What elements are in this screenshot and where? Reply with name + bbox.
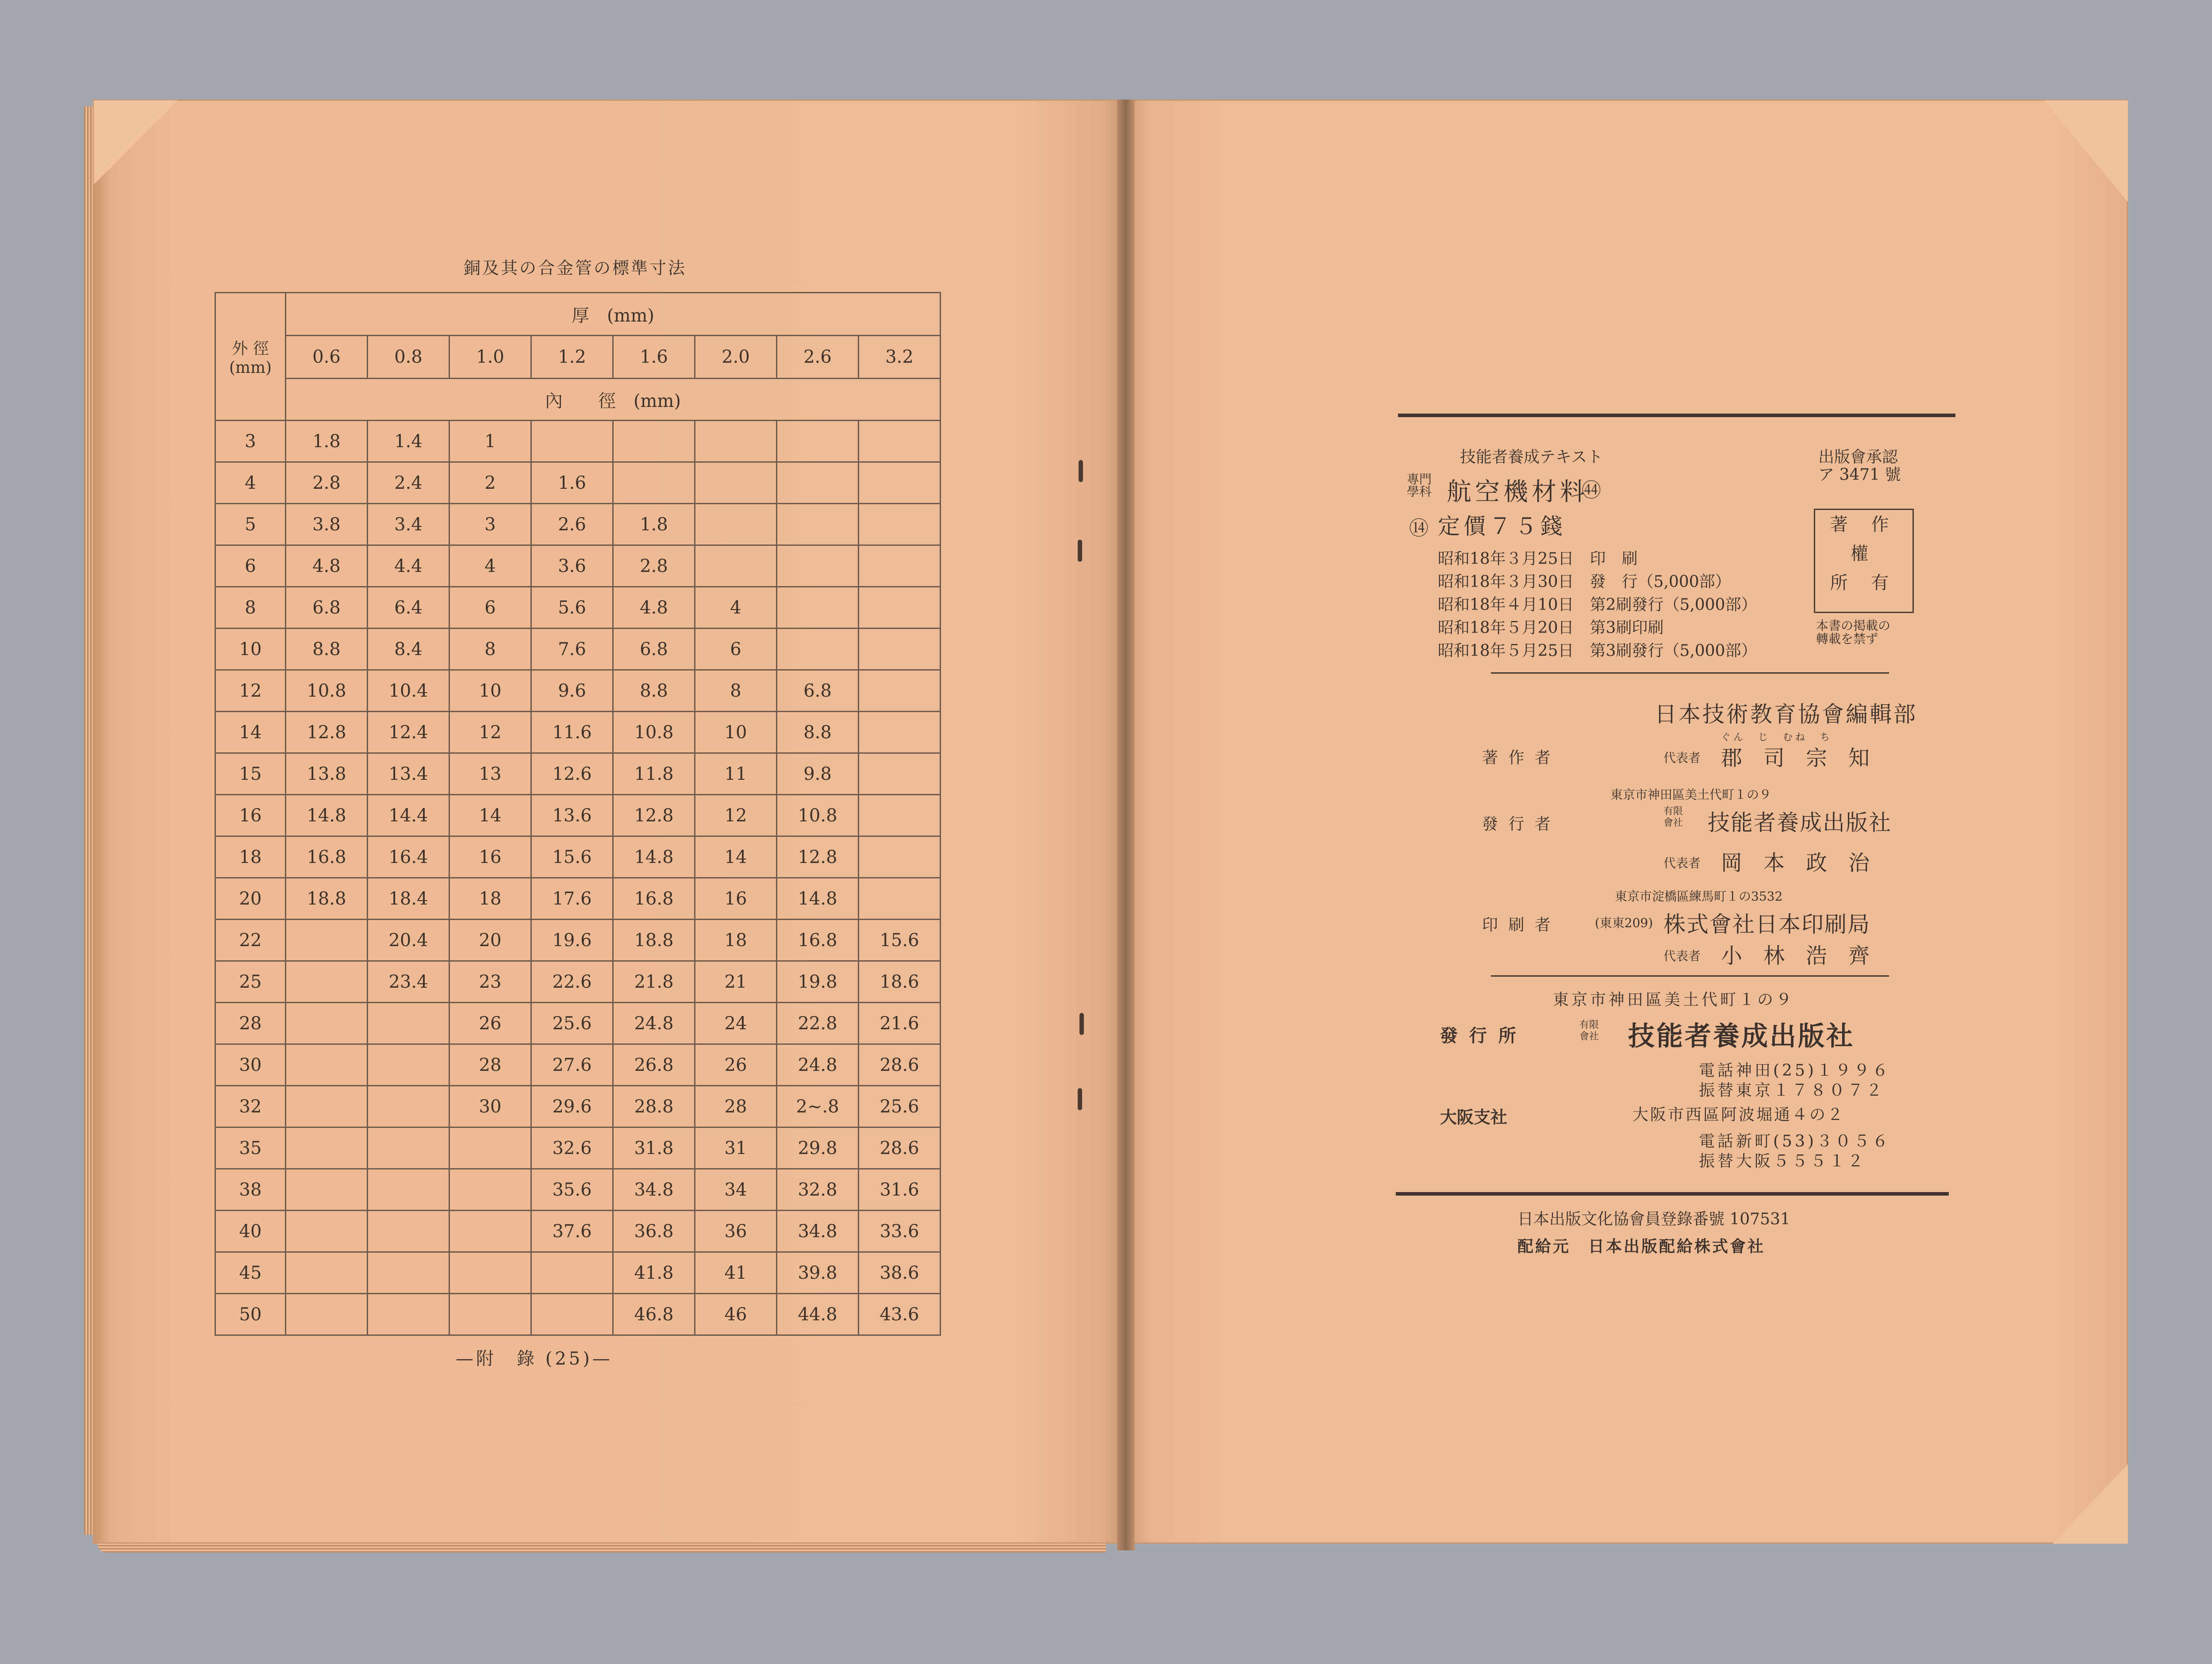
inner-diameter-cell: 24.8 (613, 1003, 695, 1044)
table-row (215, 1211, 941, 1252)
inner-diameter-cell: 21 (695, 961, 777, 1003)
printer-rep: 小 林 浩 齊 (1721, 943, 1870, 968)
folded-corner (2053, 1464, 2128, 1544)
inner-diameter-cell: 18 (695, 920, 777, 961)
outer-diameter-cell: 50 (215, 1294, 286, 1335)
publisher-label: 發 行 者 (1482, 815, 1553, 833)
inner-diameter-cell: 16 (449, 836, 531, 878)
inner-diameter-cell: 10.4 (368, 670, 449, 712)
binding-hole (1079, 1013, 1084, 1035)
outer-diameter-cell: 6 (215, 545, 286, 587)
inner-diameter-cell: 11.6 (531, 712, 613, 753)
inner-diameter-cell: 32.8 (777, 1169, 859, 1211)
copyright-line: 權 (1851, 544, 1877, 564)
inner-diameter-cell: 14.8 (613, 836, 695, 878)
price-mark: ⑭ (1409, 517, 1433, 540)
inner-diameter-cell: 12.8 (286, 712, 368, 753)
inner-diameter-cell: 15.6 (859, 920, 941, 961)
inner-diameter-cell (859, 836, 941, 878)
inner-diameter-cell (859, 587, 941, 629)
publisher-address: 東京市神田區美土代町１の９ (1610, 787, 1772, 802)
office-company-type: 有限 會社 (1579, 1020, 1599, 1042)
right-page (1124, 100, 2128, 1544)
divider (1491, 975, 1889, 977)
outer-diameter-cell: 4 (215, 462, 286, 504)
publisher-rep-label: 代表者 (1663, 856, 1701, 870)
inner-diameter-cell: 26 (449, 1003, 531, 1044)
distributor: 配給元 日本出版配給株式會社 (1517, 1237, 1766, 1256)
inner-diameter-cell: 3.8 (286, 504, 368, 545)
inner-diameter-cell: 3.4 (368, 504, 449, 545)
table-row (215, 795, 941, 836)
copyright-note: 本書の掲載の 轉載を禁ず (1816, 618, 1891, 646)
inner-diameter-cell (286, 1044, 368, 1086)
inner-diameter-cell (777, 504, 859, 545)
inner-diameter-cell: 12 (695, 795, 777, 836)
inner-diameter-cell: 19.6 (531, 920, 613, 961)
inner-diameter-cell: 14.8 (286, 795, 368, 836)
inner-diameter-cell: 21.6 (859, 1003, 941, 1044)
inner-diameter-cell: 13.4 (368, 753, 449, 795)
inner-diameter-cell: 43.6 (859, 1294, 941, 1335)
branch-transfer-account: 振替大阪５５５１２ (1699, 1152, 1866, 1170)
table-row (215, 1169, 941, 1211)
inner-diameter-cell: 10.8 (286, 670, 368, 712)
inner-diameter-cell: 35.6 (531, 1169, 613, 1211)
inner-diameter-cell: 16 (695, 878, 777, 920)
inner-diameter-cell (449, 1294, 531, 1335)
registration-number: 日本出版文化協會員登錄番號 107531 (1517, 1210, 1790, 1228)
publisher-rep: 岡 本 政 治 (1721, 851, 1870, 875)
inner-diameter-header: 內 徑 (mm) (286, 379, 941, 421)
inner-diameter-cell: 2.8 (286, 462, 368, 504)
outer-diameter-cell: 40 (215, 1211, 286, 1252)
inner-diameter-cell: 7.6 (531, 629, 613, 670)
inner-diameter-cell: 34 (695, 1169, 777, 1211)
inner-diameter-cell (286, 1003, 368, 1044)
table-row (215, 629, 941, 670)
table-row (215, 670, 941, 712)
book-title-mark: ㊹ (1582, 479, 1605, 502)
series-title: 技能者養成テキスト (1460, 448, 1603, 466)
inner-diameter-cell: 4 (695, 587, 777, 629)
inner-diameter-cell: 39.8 (777, 1252, 859, 1294)
outer-diameter-cell: 3 (215, 421, 286, 462)
inner-diameter-cell: 16.8 (613, 878, 695, 920)
outer-diameter-cell: 10 (215, 629, 286, 670)
inner-diameter-cell: 4.8 (613, 587, 695, 629)
printer-rep-label: 代表者 (1663, 949, 1701, 963)
inner-diameter-cell: 31.8 (613, 1127, 695, 1169)
inner-diameter-cell (859, 670, 941, 712)
office-address: 東京市神田區美土代町１の９ (1553, 991, 1795, 1009)
outer-diameter-cell: 16 (215, 795, 286, 836)
company-type: 有限 會社 (1663, 806, 1683, 828)
editor-organization: 日本技術教育協會編輯部 (1655, 702, 1917, 727)
inner-diameter-cell: 9.8 (777, 753, 859, 795)
print-history-line: 昭和18年５月20日 第3刷印刷 (1438, 619, 1664, 637)
inner-diameter-cell: 8 (695, 670, 777, 712)
inner-diameter-cell (777, 462, 859, 504)
inner-diameter-cell (613, 421, 695, 462)
office-label: 發 行 所 (1440, 1025, 1519, 1046)
inner-diameter-cell: 23.4 (368, 961, 449, 1003)
inner-diameter-cell (859, 421, 941, 462)
inner-diameter-cell: 16.4 (368, 836, 449, 878)
approval-text: 出版會承認 (1818, 448, 1898, 466)
inner-diameter-cell: 1.8 (286, 421, 368, 462)
table-row (215, 836, 941, 878)
inner-diameter-cell: 5.6 (531, 587, 613, 629)
printer-name: 株式會社日本印刷局 (1663, 912, 1870, 937)
inner-diameter-cell: 46.8 (613, 1294, 695, 1335)
inner-diameter-cell: 28.6 (859, 1127, 941, 1169)
inner-diameter-cell: 29.6 (531, 1086, 613, 1127)
printer-address: 東京市淀橋區練馬町１の3532 (1615, 889, 1783, 904)
author-label: 著 作 者 (1482, 749, 1553, 767)
page-caption: —附 錄 (25)— (456, 1349, 613, 1369)
outer-diameter-cell: 45 (215, 1252, 286, 1294)
table-row (215, 712, 941, 753)
thickness-value: 0.6 (286, 336, 368, 379)
print-history-line: 昭和18年５月25日 第3刷發行（5,000部） (1438, 642, 1757, 660)
inner-diameter-cell (449, 1211, 531, 1252)
inner-diameter-cell: 20 (449, 920, 531, 961)
publisher-name: 技能者養成出版社 (1708, 810, 1892, 836)
inner-diameter-cell: 22.6 (531, 961, 613, 1003)
outer-diameter-cell: 18 (215, 836, 286, 878)
top-rule (1398, 414, 1955, 417)
thickness-value: 1.6 (613, 336, 695, 379)
inner-diameter-cell: 37.6 (531, 1211, 613, 1252)
inner-diameter-cell: 28.6 (859, 1044, 941, 1086)
inner-diameter-cell: 41.8 (613, 1252, 695, 1294)
folded-corner (2044, 100, 2128, 202)
inner-diameter-cell (368, 1127, 449, 1169)
inner-diameter-cell (368, 1003, 449, 1044)
inner-diameter-cell: 18.8 (286, 878, 368, 920)
thickness-value: 2.0 (695, 336, 777, 379)
inner-diameter-cell (368, 1169, 449, 1211)
inner-diameter-cell (695, 504, 777, 545)
outer-diameter-cell: 15 (215, 753, 286, 795)
thickness-value: 3.2 (859, 336, 941, 379)
table-row (215, 1252, 941, 1294)
inner-diameter-cell: 2~.8 (777, 1086, 859, 1127)
inner-diameter-cell: 14 (449, 795, 531, 836)
copyright-line: 所 有 (1830, 573, 1898, 593)
inner-diameter-cell (695, 421, 777, 462)
outer-diameter-cell: 5 (215, 504, 286, 545)
inner-diameter-cell (449, 1252, 531, 1294)
inner-diameter-cell: 46 (695, 1294, 777, 1335)
inner-diameter-cell: 27.6 (531, 1044, 613, 1086)
outer-diameter-cell: 35 (215, 1127, 286, 1169)
inner-diameter-cell: 29.8 (777, 1127, 859, 1169)
inner-diameter-cell (859, 753, 941, 795)
inner-diameter-cell: 11 (695, 753, 777, 795)
inner-diameter-cell: 17.6 (531, 878, 613, 920)
inner-diameter-cell (859, 712, 941, 753)
author-rep-label: 代表者 (1663, 751, 1701, 765)
inner-diameter-cell (286, 1252, 368, 1294)
inner-diameter-cell: 10.8 (613, 712, 695, 753)
outer-diameter-cell: 14 (215, 712, 286, 753)
inner-diameter-cell: 18.6 (859, 961, 941, 1003)
print-history-line: 昭和18年３月30日 發 行（5,000部） (1438, 573, 1731, 591)
inner-diameter-cell: 18.4 (368, 878, 449, 920)
inner-diameter-cell: 26.8 (613, 1044, 695, 1086)
inner-diameter-cell: 36 (695, 1211, 777, 1252)
inner-diameter-cell: 12 (449, 712, 531, 753)
outer-diameter-cell: 8 (215, 587, 286, 629)
inner-diameter-cell: 6 (695, 629, 777, 670)
outer-diameter-cell: 32 (215, 1086, 286, 1127)
inner-diameter-cell: 1.8 (613, 504, 695, 545)
branch-address: 大阪市西區阿波堀通４の２ (1632, 1106, 1845, 1124)
inner-diameter-cell: 23 (449, 961, 531, 1003)
inner-diameter-cell: 30 (449, 1086, 531, 1127)
inner-diameter-cell (859, 795, 941, 836)
inner-diameter-cell (777, 545, 859, 587)
office-transfer-account: 振替東京１７８０７２ (1699, 1081, 1885, 1100)
divider (1491, 672, 1889, 674)
book-spine (1117, 100, 1135, 1550)
inner-diameter-cell: 18 (449, 878, 531, 920)
inner-diameter-cell: 8.8 (286, 629, 368, 670)
inner-diameter-cell (286, 1294, 368, 1335)
inner-diameter-cell: 4.4 (368, 545, 449, 587)
inner-diameter-cell: 41 (695, 1252, 777, 1294)
table-row (215, 504, 941, 545)
inner-diameter-cell: 12.8 (777, 836, 859, 878)
inner-diameter-cell (449, 1169, 531, 1211)
inner-diameter-cell (286, 961, 368, 1003)
inner-diameter-cell: 1 (449, 421, 531, 462)
inner-diameter-cell: 4.8 (286, 545, 368, 587)
inner-diameter-cell: 4 (449, 545, 531, 587)
inner-diameter-cell: 2.4 (368, 462, 449, 504)
outer-diameter-cell: 25 (215, 961, 286, 1003)
inner-diameter-cell: 24 (695, 1003, 777, 1044)
inner-diameter-cell: 13.6 (531, 795, 613, 836)
inner-diameter-cell: 6.8 (613, 629, 695, 670)
inner-diameter-cell: 8.8 (777, 712, 859, 753)
pipe-dimensions-table (215, 292, 941, 1336)
inner-diameter-cell: 14.8 (777, 878, 859, 920)
table-title: 銅及其の合金管の標準寸法 (463, 258, 687, 278)
table-row (215, 1127, 941, 1169)
print-history-line: 昭和18年４月10日 第2刷發行（5,000部） (1438, 596, 1757, 614)
inner-diameter-cell (777, 587, 859, 629)
printer-code: (東東209) (1595, 916, 1653, 930)
inner-diameter-cell: 24.8 (777, 1044, 859, 1086)
author-ruby: ぐん じ むね ち (1721, 732, 1833, 743)
outer-diameter-cell: 12 (215, 670, 286, 712)
branch-telephone: 電話新町(53)３０５６ (1699, 1132, 1891, 1150)
printer-label: 印 刷 者 (1482, 916, 1553, 934)
approval-number: ア 3471 號 (1818, 466, 1901, 484)
inner-diameter-cell (449, 1127, 531, 1169)
inner-diameter-cell: 31 (695, 1127, 777, 1169)
outer-diameter-header: 外 徑 (mm) (215, 293, 286, 421)
inner-diameter-cell: 28 (449, 1044, 531, 1086)
author-name: 郡 司 宗 知 (1721, 746, 1870, 771)
inner-diameter-cell: 10.8 (777, 795, 859, 836)
inner-diameter-cell (531, 1252, 613, 1294)
inner-diameter-cell: 9.6 (531, 670, 613, 712)
inner-diameter-cell (286, 1086, 368, 1127)
inner-diameter-cell: 20.4 (368, 920, 449, 961)
inner-diameter-cell (368, 1211, 449, 1252)
inner-diameter-cell: 25.6 (859, 1086, 941, 1127)
table-row (215, 1003, 941, 1044)
outer-diameter-cell: 38 (215, 1169, 286, 1211)
inner-diameter-cell: 12.4 (368, 712, 449, 753)
inner-diameter-cell: 33.6 (859, 1211, 941, 1252)
inner-diameter-cell (368, 1294, 449, 1335)
binding-hole (1079, 460, 1083, 482)
inner-diameter-cell: 1.4 (368, 421, 449, 462)
inner-diameter-cell (695, 462, 777, 504)
inner-diameter-cell (859, 629, 941, 670)
thickness-value: 1.0 (449, 336, 531, 379)
thickness-value: 0.8 (368, 336, 449, 379)
inner-diameter-cell (859, 504, 941, 545)
inner-diameter-cell: 18.8 (613, 920, 695, 961)
inner-diameter-cell: 14 (695, 836, 777, 878)
thickness-value: 1.2 (531, 336, 613, 379)
inner-diameter-cell: 3.6 (531, 545, 613, 587)
inner-diameter-cell: 6.4 (368, 587, 449, 629)
inner-diameter-cell: 44.8 (777, 1294, 859, 1335)
inner-diameter-cell: 15.6 (531, 836, 613, 878)
inner-diameter-cell: 22.8 (777, 1003, 859, 1044)
inner-diameter-cell: 11.8 (613, 753, 695, 795)
table-row (215, 1086, 941, 1127)
inner-diameter-cell (859, 462, 941, 504)
inner-diameter-cell: 36.8 (613, 1211, 695, 1252)
inner-diameter-cell: 14.4 (368, 795, 449, 836)
inner-diameter-cell (368, 1044, 449, 1086)
inner-diameter-cell (286, 1211, 368, 1252)
inner-diameter-cell (531, 1294, 613, 1335)
outer-diameter-cell: 22 (215, 920, 286, 961)
table-row (215, 920, 941, 961)
inner-diameter-cell (368, 1086, 449, 1127)
table-row (215, 462, 941, 504)
inner-diameter-cell: 2 (449, 462, 531, 504)
table-row (215, 545, 941, 587)
table-row (215, 421, 941, 462)
inner-diameter-cell: 19.8 (777, 961, 859, 1003)
inner-diameter-cell (286, 1169, 368, 1211)
copyright-line: 著 作 (1830, 514, 1898, 535)
table-row (215, 878, 941, 920)
folded-corner (94, 100, 178, 184)
inner-diameter-cell (859, 545, 941, 587)
inner-diameter-cell (286, 1127, 368, 1169)
table-row (215, 1294, 941, 1335)
inner-diameter-cell: 21.8 (613, 961, 695, 1003)
inner-diameter-cell: 12.8 (613, 795, 695, 836)
inner-diameter-cell (777, 629, 859, 670)
book-title: 航空機材料 (1447, 478, 1588, 506)
inner-diameter-cell: 2.6 (531, 504, 613, 545)
inner-diameter-cell: 8.4 (368, 629, 449, 670)
thickness-value: 2.6 (777, 336, 859, 379)
outer-diameter-cell: 20 (215, 878, 286, 920)
inner-diameter-cell: 6.8 (777, 670, 859, 712)
thickness-header: 厚 (mm) (286, 293, 941, 336)
inner-diameter-cell: 26 (695, 1044, 777, 1086)
table-row (215, 961, 941, 1003)
inner-diameter-cell: 12.6 (531, 753, 613, 795)
outer-diameter-cell: 30 (215, 1044, 286, 1086)
inner-diameter-cell: 10 (695, 712, 777, 753)
table-row (215, 753, 941, 795)
table-row (215, 587, 941, 629)
inner-diameter-cell (531, 421, 613, 462)
inner-diameter-cell: 6 (449, 587, 531, 629)
binding-hole (1078, 540, 1082, 562)
inner-diameter-cell: 34.8 (613, 1169, 695, 1211)
inner-diameter-cell: 38.6 (859, 1252, 941, 1294)
inner-diameter-cell: 16.8 (777, 920, 859, 961)
inner-diameter-cell (695, 545, 777, 587)
inner-diameter-cell: 28.8 (613, 1086, 695, 1127)
inner-diameter-cell: 1.6 (531, 462, 613, 504)
price: 定價７５錢 (1438, 514, 1566, 539)
category-label: 專門 學科 (1407, 472, 1432, 499)
inner-diameter-cell: 31.6 (859, 1169, 941, 1211)
inner-diameter-cell: 16.8 (286, 836, 368, 878)
inner-diameter-cell (859, 878, 941, 920)
table-row (215, 1044, 941, 1086)
copyright-box (1814, 509, 1914, 613)
inner-diameter-cell: 13 (449, 753, 531, 795)
inner-diameter-cell: 32.6 (531, 1127, 613, 1169)
office-name: 技能者養成出版社 (1628, 1021, 1855, 1052)
inner-diameter-cell (368, 1252, 449, 1294)
office-telephone: 電話神田(25)１９９６ (1699, 1062, 1891, 1080)
inner-diameter-cell: 34.8 (777, 1211, 859, 1252)
inner-diameter-cell (613, 462, 695, 504)
inner-diameter-cell: 8.8 (613, 670, 695, 712)
outer-diameter-cell: 28 (215, 1003, 286, 1044)
inner-diameter-cell: 10 (449, 670, 531, 712)
inner-diameter-cell: 13.8 (286, 753, 368, 795)
inner-diameter-cell: 8 (449, 629, 531, 670)
inner-diameter-cell: 2.8 (613, 545, 695, 587)
inner-diameter-cell (286, 920, 368, 961)
print-history-line: 昭和18年３月25日 印 刷 (1438, 550, 1638, 568)
bottom-rule (1396, 1192, 1949, 1196)
inner-diameter-cell (777, 421, 859, 462)
branch-label: 大阪支社 (1440, 1107, 1508, 1127)
inner-diameter-cell: 25.6 (531, 1003, 613, 1044)
inner-diameter-cell: 3 (449, 504, 531, 545)
binding-hole (1078, 1088, 1082, 1110)
inner-diameter-cell: 28 (695, 1086, 777, 1127)
inner-diameter-cell: 6.8 (286, 587, 368, 629)
